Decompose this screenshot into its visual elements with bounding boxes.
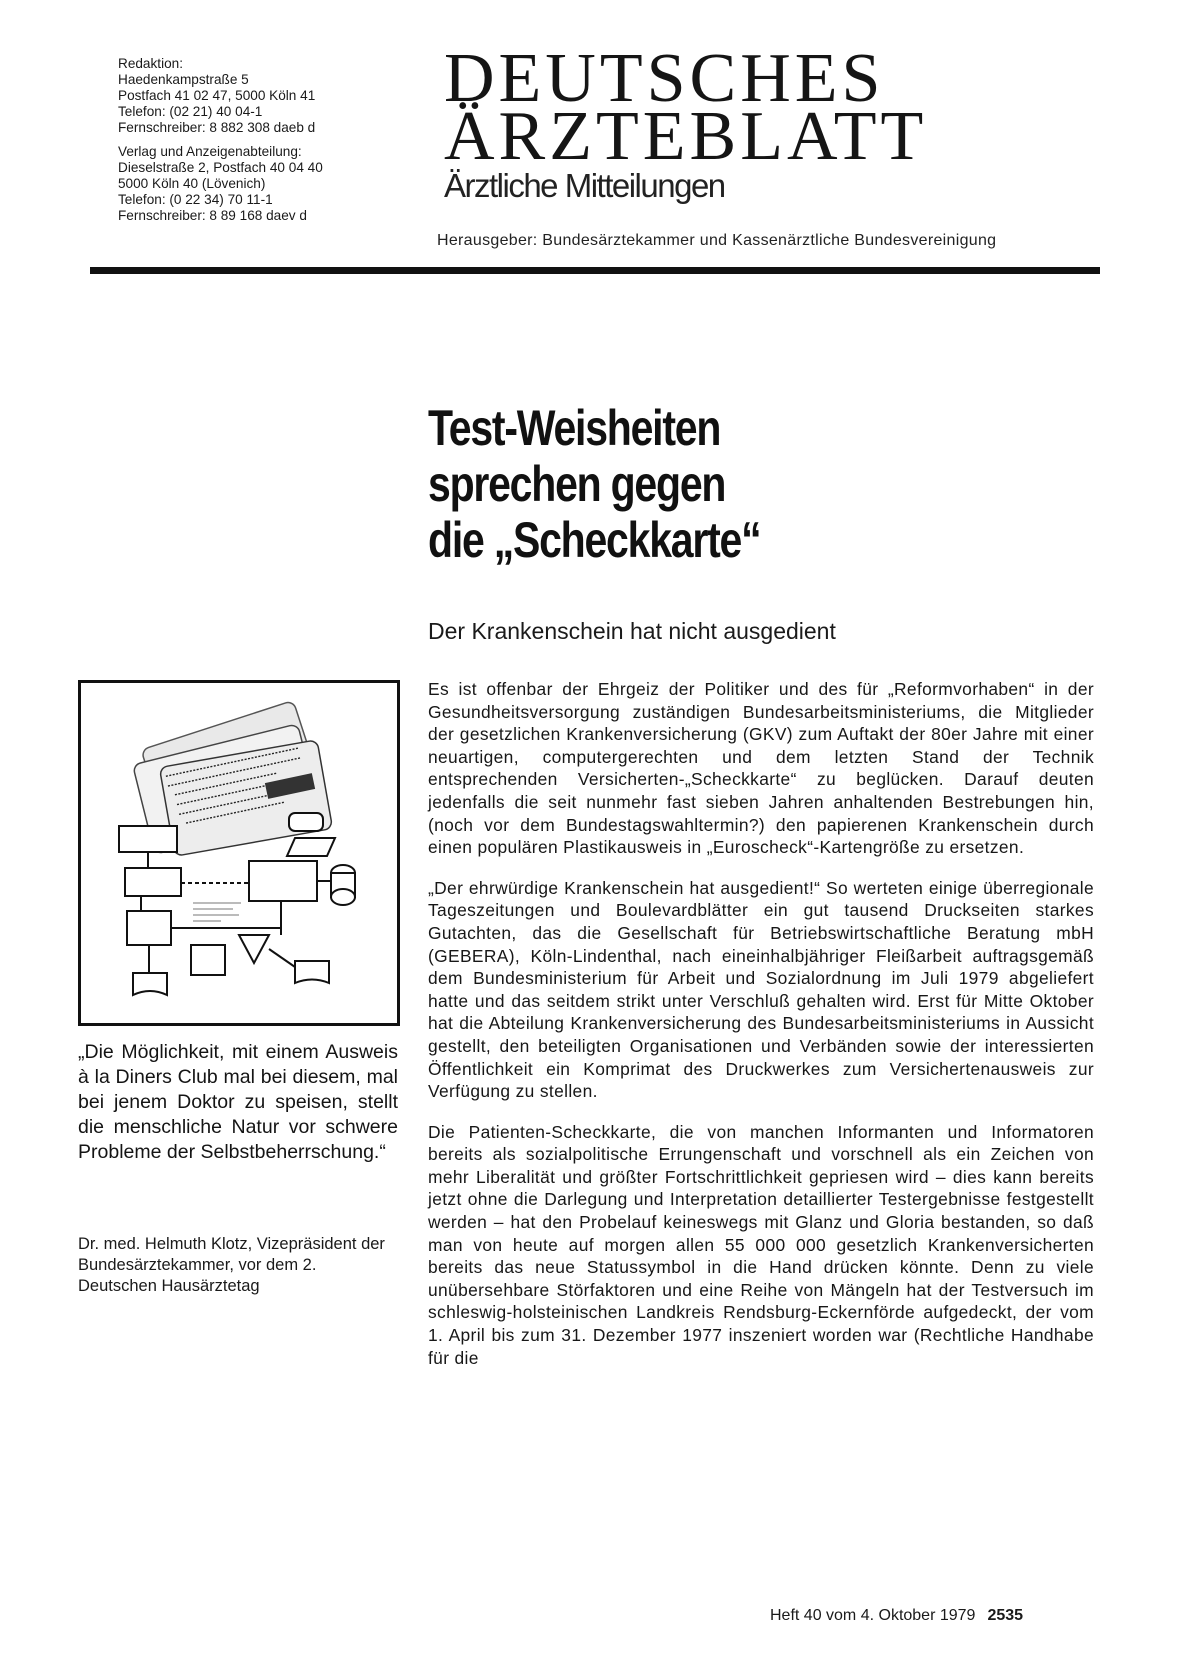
quote-attribution: Dr. med. Helmuth Klotz, Vizepräsident der Bundesärztekammer, vor dem 2. Deutschen Hausärztetag	[78, 1235, 385, 1295]
scheckkarte-flowchart-illustration	[81, 683, 397, 1023]
publisher-address-line: Verlag und Anzeigenabteilung:	[118, 144, 302, 159]
editorial-address	[118, 56, 408, 224]
journal-title-line1: DEUTSCHES	[444, 40, 885, 117]
article-subheadline: Der Krankenschein hat nicht ausgedient	[428, 618, 836, 644]
page-number: 2535	[987, 1607, 1024, 1624]
masthead-rule	[90, 267, 1100, 274]
issue-info: Heft 40 vom 4. Oktober 1979	[770, 1607, 976, 1624]
publisher-address-line: 5000 Köln 40 (Lövenich)	[118, 176, 266, 191]
headline-line: die „Scheckkarte“	[428, 512, 761, 568]
masthead	[444, 40, 1114, 204]
headline-line: Test-Weisheiten	[428, 400, 721, 456]
publisher-address-line: Dieselstraße 2, Postfach 40 04 40	[118, 160, 323, 175]
journal-title-line2: ÄRZTEBLATT	[444, 98, 928, 175]
address-line: Postfach 41 02 47, 5000 Köln 41	[118, 88, 316, 103]
article-body	[428, 678, 1094, 1387]
journal-subtitle: Ärztliche Mitteilungen	[444, 167, 725, 204]
address-line: Haedenkampstraße 5	[118, 72, 249, 87]
flowchart-fine-text	[193, 903, 241, 921]
pull-quote: „Die Möglichkeit, mit einem Ausweis à la Diners Club mal bei diesem, mal bei jenem Doktor zu speisen, stellt die menschliche Natur vor schwere Probleme der Selbstbeherrschung.“	[78, 1041, 398, 1163]
publisher-line: Herausgeber: Bundesärztekammer und Kassenärztliche Bundesvereinigung	[437, 232, 997, 249]
publisher-address-line: Telefon: (0 22 34) 70 11-1	[118, 192, 273, 207]
body-paragraph: Die Patienten-Scheckkarte, die von manchen Informanten und Informatoren bereits als sozialpolitische Errungenschaft und vorschnell als ein Zeichen von mehr Liberalität und größter Fortschrittlichkeit gepriesen wird – dies kann bereits jetzt ohne die Darlegung und Interpretation detaillierter Testergebnisse festgestellt werden – hat den Probelauf keineswegs mit Glanz und Gloria bestanden, so daß man von heute auf morgen allen 55 000 000 gesetzlich Krankenversicherten bereits das neue Statussymbol in die Hand drücken könnte. Denn zu viele unübersehbare Störfaktoren und eine Reihe von Mängeln hat der Testversuch im schleswig-holsteinischen Landkreis Rendsburg-Eckernförde aufgedeckt, der vom 1. April bis zum 31. Dezember 1977 inszeniert worden war (Rechtliche Handhabe für die	[428, 1121, 1094, 1368]
address-line: Redaktion:	[118, 56, 183, 71]
body-paragraph: „Der ehrwürdige Krankenschein hat ausgedient!“ So werteten einige überregionale Tageszeitungen und Boulevardblätter ein gut tausend Druckseiten starkes Gutachten, das die Gesellschaft für Betriebswirtschaftliche Beratung mbH (GEBERA), Köln-Lindenthal, nach eineinhalbjähriger Fleißarbeit auftragsgemäß dem Bundesministerium für Arbeit und Sozialordnung im Juli 1979 abgeliefert hatte und das seitdem strikt unter Verschluß gehalten wird. Erst für Mitte Oktober hat die Abteilung Krankenversicherung des Bundesarbeitsministeriums in Aussicht gestellt, den beteiligten Organisationen und Verbänden sowie der interessierten Öffentlichkeit ein Komprimat des Druckwerkes zum Versichertenausweis zur Verfügung zu stellen.	[428, 877, 1094, 1102]
article-photo	[78, 680, 400, 1026]
page-footer	[770, 1607, 1023, 1625]
address-line: Telefon: (02 21) 40 04-1	[118, 104, 263, 119]
article-headline	[428, 400, 1028, 568]
body-paragraph: Es ist offenbar der Ehrgeiz der Politiker und des für „Reformvorhaben“ in der Gesundheitsversorgung zuständigen Bundesarbeitsministeriums, die Mitglieder der gesetzlichen Krankenversicherung (GKV) zum Auftakt der 80er Jahre mit einer neuartigen, computergerechten und dem letzten Stand der Technik entsprechenden Versicherten-„Scheckkarte“ zu beglücken. Darauf deuten jedenfalls die seit nunmehr fast sieben Jahren anhaltenden Bestrebungen hin, (noch vor dem Bundestagswahltermin?) den papierenen Krankenschein durch einen populären Plastikausweis in „Euroscheck“-Kartengröße zu ersetzen.	[428, 679, 1094, 858]
publisher-address-line: Fernschreiber: 8 89 168 daev d	[118, 208, 307, 223]
headline-line: sprechen gegen	[428, 456, 726, 512]
address-line: Fernschreiber: 8 882 308 daeb d	[118, 120, 316, 135]
